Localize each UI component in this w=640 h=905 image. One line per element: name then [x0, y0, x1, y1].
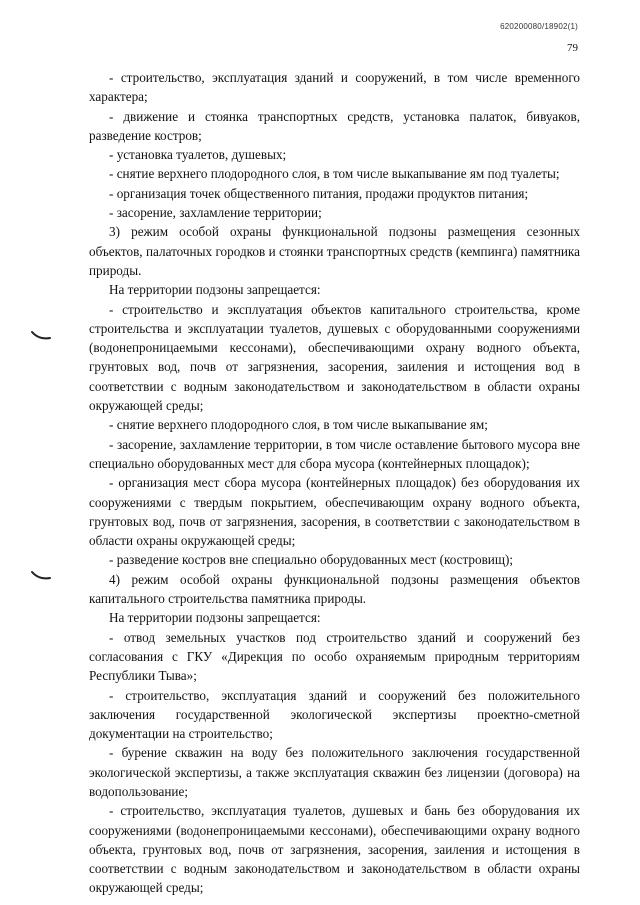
paragraph: 4) режим особой охраны функциональной подзоны размещения объектов капитального строительства памятника природы. — [89, 571, 580, 607]
paragraph: - разведение костров вне специально оборудованных мест (костровищ); — [109, 552, 514, 568]
paragraph: - бурение скважин на воду без положительного заключения государственной экологической экспертизы, а также эксплуатация скважин без лицензии (договора) на водопользование; — [89, 745, 580, 799]
paragraph: - организация мест сбора мусора (контейнерных площадок) без оборудования их сооружениями с твердым покрытием, обеспечивающим охрану водного объекта, грунтовых вод, почв от загрязнения, засорения, в соответствии с законодательством в области охраны окружающей среды; — [89, 475, 580, 549]
paragraph: - организация точек общественного питания, продажи продуктов питания; — [109, 185, 529, 201]
paragraph: - строительство, эксплуатация зданий и сооружений без положительного заключения государственной экологической экспертизы проектно-сметной документации на строительство; — [89, 687, 580, 742]
document-body — [89, 68, 580, 898]
paragraph: - снятие верхнего плодородного слоя, в том числе выкапывание ям; — [109, 417, 488, 433]
paragraph: - засорение, захламление территории; — [109, 205, 322, 221]
document-id: 620200080/18902(1) — [500, 22, 578, 31]
paragraph: На территории подзоны запрещается: — [109, 282, 321, 298]
paragraph: - снятие верхнего плодородного слоя, в том числе выкапывание ям под туалеты; — [109, 166, 560, 182]
paragraph: - засорение, захламление территории, в том числе оставление бытового мусора вне специально оборудованных мест для сбора мусора (контейнерных площадок); — [89, 436, 580, 471]
paragraph: На территории подзоны запрещается: — [109, 610, 321, 626]
paragraph: 3) режим особой охраны функциональной подзоны размещения сезонных объектов, палаточных городков и стоянки транспортных средств (кемпинга) памятника природы. — [89, 224, 580, 278]
paragraph: - движение и стоянка транспортных средств, установка палаток, бивуаков, разведение костров; — [89, 108, 580, 143]
paragraph: - строительство и эксплуатация объектов капитального строительства, кроме строительства и эксплуатации туалетов, душевых с оборудованными сооружениями (водонепроницаемыми кессонами), обеспечивающими охрану водного объекта, грунтовых вод, почв от загрязнения, засорения, заиления и истощения вод в соответствии с водным законодательством и законодательством в области охраны окружающей среды; — [89, 301, 580, 414]
binding-mark-icon — [30, 570, 52, 582]
paragraph: - отвод земельных участков под строительство зданий и сооружений без согласования с ГКУ «Дирекция по особо охраняемым природным территориям Республики Тыва»; — [89, 629, 580, 684]
paragraph: - строительство, эксплуатация зданий и сооружений, в том числе временного характера; — [89, 70, 580, 105]
paragraph: - строительство, эксплуатация туалетов, душевых и бань без оборудования их сооружениями (водонепроницаемыми кессонами), обеспечивающими охрану водного объекта, грунтовых вод, почв от загрязнения, засорения, заиления и истощения в соответствии с водным законодательством и законодательством в области охраны окружающей среды; — [89, 803, 580, 896]
page-number: 79 — [567, 42, 578, 54]
paragraph: - установка туалетов, душевых; — [109, 147, 287, 163]
binding-mark-icon — [30, 330, 52, 342]
